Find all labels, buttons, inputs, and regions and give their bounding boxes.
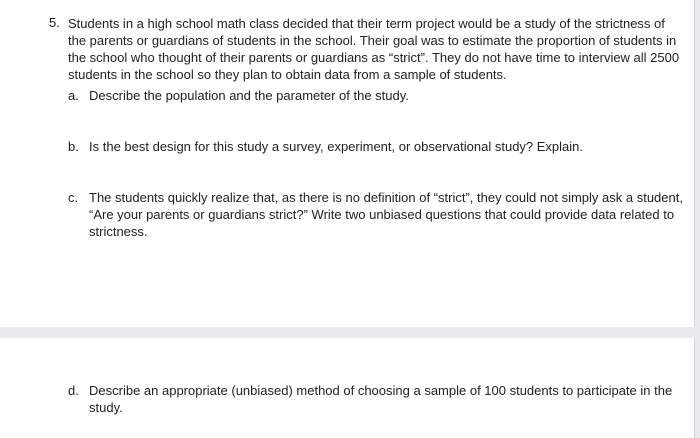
part-b-text: [89, 138, 583, 155]
stem-line: students in the school so they plan to obtain data from a sample of students.: [68, 67, 507, 82]
part-a-letter: a.: [68, 88, 79, 103]
part-c-letter: c.: [68, 190, 79, 205]
stem-line: Students in a high school math class decided that their term project would be a study of the strictness of: [68, 16, 665, 31]
worksheet-page-2: [0, 338, 695, 438]
stem-line: the parents or guardians of students in the school. Their goal was to estimate the proportion of students in: [68, 33, 677, 48]
part-d-line: study.: [89, 400, 123, 415]
part-a-line: Describe the population and the parameter of the study.: [89, 88, 409, 103]
part-c-line: The students quickly realize that, as there is no definition of “strict”, they could not simply ask a student,: [89, 190, 683, 205]
part-d-line: Describe an appropriate (unbiased) method of choosing a sample of 100 students to participate in the: [89, 383, 673, 398]
part-c-line: “Are your parents or guardians strict?” Write two unbiased questions that could provide data related to: [89, 207, 675, 222]
part-a-text: [89, 87, 409, 104]
stem-line: the school who thought of their parents or guardians as “strict”. They do not have time to interview all 2500: [68, 50, 680, 65]
question-number: 5.: [49, 15, 60, 30]
part-d-text: [89, 382, 672, 416]
part-c-text: [89, 189, 683, 240]
part-b-line: Is the best design for this study a survey, experiment, or observational study? Explain.: [89, 139, 584, 154]
part-b-letter: b.: [68, 139, 79, 154]
question-stem: [68, 15, 688, 83]
part-c-line: strictness.: [89, 224, 148, 239]
part-d-letter: d.: [68, 383, 79, 398]
